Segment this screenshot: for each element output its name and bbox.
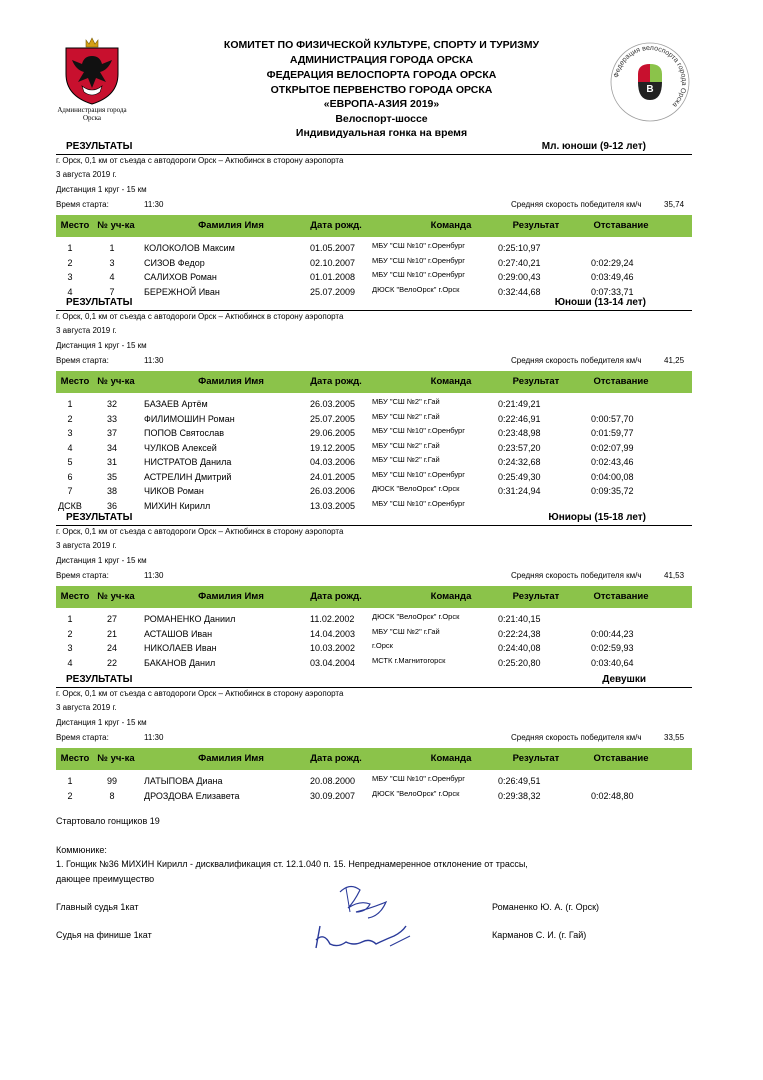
rider-name-cell: РОМАНЕНКО Даниил [144,614,236,624]
category-label: Мл. юноши (9-12 лет) [541,141,646,152]
result-cell: 0:24:40,08 [498,643,541,653]
gap-cell: 0:03:49,46 [591,272,634,282]
birth-date-cell: 30.09.2007 [310,790,356,801]
start-time-label: Время старта: [56,200,109,209]
rider-name-cell: НИКОЛАЕВ Иван [144,643,217,653]
column-header: № уч-ка [97,220,135,231]
column-header: Команда [430,220,472,231]
birth-date-cell: 14.04.2003 [310,628,356,639]
team-cell: МБУ "СШ №10" г.Оренбург [372,469,465,479]
result-cell: 0:25:20,80 [498,657,541,668]
bib-cell: 27 [106,614,117,624]
birth-date-cell: 03.04.2004 [310,657,356,668]
finish-judge-name: Карманов С. И. (г. Гай) [492,930,587,940]
bib-cell: 38 [106,486,117,496]
result-cell: 0:31:24,94 [498,486,541,496]
chief-judge-label: Главный судья 1кат [56,902,139,912]
header-line-2: АДМИНИСТРАЦИЯ ГОРОДА ОРСКА [289,54,474,66]
left-logo-caption: Администрация города Орска [57,106,127,122]
winner-speed-label: Средняя скорость победителя км/ч [511,356,642,365]
header-line-5: «ЕВРОПА-АЗИЯ 2019» [323,98,440,110]
bib-cell: 7 [109,286,115,297]
place-cell: 3 [67,643,73,653]
place-cell: ДСКВ [58,500,82,511]
birth-date-cell: 10.03.2002 [310,643,356,653]
section-rule [56,687,692,688]
chief-judge-name: Романенко Ю. А. (г. Орск) [492,902,600,912]
team-cell: МБУ "СШ №2" г.Гай [372,397,440,406]
place-cell: 3 [67,428,73,438]
team-cell: г.Орск [372,641,393,650]
rider-name-cell: БАКАНОВ Данил [144,657,216,668]
communique-line-1: 1. Гонщик №36 МИХИН Кирилл - дисквалификация ст. 12.1.040 п. 15. Непреднамеренное отклонение от трассы, [56,859,528,869]
bib-cell: 4 [109,272,115,282]
winner-speed-value: 33,55 [664,733,685,742]
place-cell: 2 [67,628,73,639]
result-cell: 0:22:24,38 [498,628,541,639]
bib-cell: 34 [106,442,117,453]
column-header: Фамилия Имя [198,376,264,387]
bib-cell: 21 [106,628,117,639]
birth-date-cell: 19.12.2005 [310,442,356,453]
birth-date-cell: 01.01.2008 [310,272,356,282]
place-cell: 4 [67,286,73,297]
winner-speed-value: 35,74 [664,200,685,209]
place-cell: 1 [67,399,73,409]
table-header [56,371,692,393]
race-date: 3 августа 2019 г. [56,703,117,712]
distance-text: Дистанция 1 круг - 15 км [56,556,147,565]
result-cell: 0:26:49,51 [498,776,541,786]
column-header: Отставание [593,753,649,764]
team-cell: МБУ "СШ №10" г.Оренбург [372,774,465,783]
riders-started: Стартовало гонщиков 19 [56,816,160,826]
column-header: № уч-ка [97,753,135,764]
start-time: 11:30 [144,200,164,209]
birth-date-cell: 24.01.2005 [310,471,356,482]
column-header: Дата рожд. [310,591,362,602]
race-date: 3 августа 2019 г. [56,170,117,179]
gap-cell: 0:00:57,70 [591,413,634,424]
distance-text: Дистанция 1 круг - 15 км [56,185,147,194]
winner-speed-label: Средняя скорость победителя км/ч [511,200,642,209]
result-cell: 0:21:49,21 [498,399,541,409]
communique-label: Коммюнике: [56,845,107,855]
rider-name-cell: БАЗАЕВ Артём [144,399,208,409]
header-race-type: Индивидуальная гонка на время [295,127,468,139]
winner-speed-value: 41,53 [664,571,685,580]
column-header: Фамилия Имя [198,753,264,764]
team-cell: МБУ "СШ №2" г.Гай [372,626,440,636]
start-time: 11:30 [144,356,164,365]
section-rule [56,310,692,311]
team-cell: МБУ "СШ №2" г.Гай [372,440,440,450]
start-time-label: Время старта: [56,356,109,365]
place-cell: 4 [67,657,73,668]
header-line-1: КОМИТЕТ ПО ФИЗИЧЕСКОЙ КУЛЬТУРЕ, СПОРТУ И ТУРИЗМУ [223,39,540,51]
birth-date-cell: 26.03.2006 [310,486,356,496]
place-cell: 2 [67,413,73,424]
bib-cell: 33 [106,413,117,424]
start-time: 11:30 [144,733,164,742]
section-rule [56,525,692,526]
category-label: Девушки [602,674,646,685]
table-header [56,586,692,608]
column-header: Результат [512,591,560,602]
team-cell: ДЮСК "ВелоОрск" г.Орск [372,612,460,621]
bib-cell: 35 [106,471,117,482]
column-header: Команда [430,753,472,764]
birth-date-cell: 13.03.2005 [310,500,356,511]
place-cell: 6 [67,471,73,482]
team-cell: МБУ "СШ №10" г.Оренбург [372,241,465,250]
header-line-4: ОТКРЫТОЕ ПЕРВЕНСТВО ГОРОДА ОРСКА [270,84,493,96]
column-header: Место [60,376,90,387]
result-cell: 0:21:40,15 [498,614,541,624]
winner-speed-label: Средняя скорость победителя км/ч [511,571,642,580]
winner-speed-label: Средняя скорость победителя км/ч [511,733,642,742]
finish-judge-label: Судья на финише 1кат [56,930,152,940]
column-header: Результат [512,220,560,231]
bib-cell: 3 [109,257,115,268]
team-cell: ДЮСК "ВелоОрск" г.Орск [372,484,460,493]
column-header: Место [60,220,90,231]
table-header [56,215,692,237]
place-cell: 2 [67,790,73,801]
results-label: РЕЗУЛЬТАТЫ [66,141,133,152]
bib-cell: 37 [106,428,117,438]
location-text: г. Орск, 0,1 км от съезда с автодороги Орск – Актюбинск в сторону аэропорта [56,527,344,536]
rider-name-cell: ДРОЗДОВА Елизавета [144,790,240,801]
column-header: Фамилия Имя [198,591,264,602]
column-header: Место [60,591,90,602]
gap-cell: 0:02:07,99 [591,442,634,453]
header-line-3: ФЕДЕРАЦИЯ ВЕЛОСПОРТА ГОРОДА ОРСКА [266,69,497,81]
place-cell: 1 [67,776,73,786]
category-label: Юноши (13-14 лет) [554,297,646,308]
team-cell: МБУ "СШ №10" г.Оренбург [372,255,465,265]
gap-cell: 0:02:29,24 [591,257,634,268]
start-time-label: Время старта: [56,571,109,580]
gap-cell: 0:02:59,93 [591,643,634,653]
rider-name-cell: ПОПОВ Святослав [144,428,225,438]
team-cell: МБУ "СШ №2" г.Гай [372,411,440,421]
rider-name-cell: ФИЛИМОШИН Роман [144,413,235,424]
team-cell: МСТК г.Магнитогорск [372,655,446,665]
location-text: г. Орск, 0,1 км от съезда с автодороги Орск – Актюбинск в сторону аэропорта [56,689,344,698]
birth-date-cell: 02.10.2007 [310,257,356,268]
bib-cell: 22 [106,657,117,668]
birth-date-cell: 01.05.2007 [310,243,356,253]
rider-name-cell: БЕРЕЖНОЙ Иван [144,286,220,297]
birth-date-cell: 29.06.2005 [310,428,356,438]
birth-date-cell: 11.02.2002 [310,614,355,624]
team-cell: МБУ "СШ №10" г.Оренбург [372,270,465,279]
column-header: Команда [430,376,472,387]
finish-judge-signature [310,918,420,958]
column-header: Отставание [593,591,649,602]
place-cell: 1 [67,243,73,253]
gap-cell: 0:03:40,64 [591,657,634,668]
result-cell: 0:29:00,43 [498,272,541,282]
gap-cell: 0:01:59,77 [591,428,634,438]
bib-cell: 8 [109,790,115,801]
rider-name-cell: КОЛОКОЛОВ Максим [144,243,235,253]
table-row [56,656,692,670]
table-row [56,789,692,803]
results-label: РЕЗУЛЬТАТЫ [66,512,133,523]
results-label: РЕЗУЛЬТАТЫ [66,297,133,308]
svg-text:В: В [646,84,654,95]
race-date: 3 августа 2019 г. [56,541,117,550]
location-text: г. Орск, 0,1 км от съезда с автодороги Орск – Актюбинск в сторону аэропорта [56,312,344,321]
bib-cell: 24 [106,643,117,653]
gap-cell: 0:04:00,08 [591,471,634,482]
place-cell: 1 [67,614,73,624]
start-time: 11:30 [144,571,164,580]
column-header: Результат [512,753,560,764]
column-header: Команда [430,591,472,602]
distance-text: Дистанция 1 круг - 15 км [56,718,147,727]
table-row [56,499,692,513]
team-cell: МБУ "СШ №10" г.Оренбург [372,498,465,508]
result-cell: 0:25:10,97 [498,243,541,253]
rider-name-cell: АСТРЕЛИН Дмитрий [144,471,232,482]
bib-cell: 36 [106,500,117,511]
result-cell: 0:32:44,68 [498,286,541,297]
birth-date-cell: 20.08.2000 [310,776,356,786]
logo-ring-text: Федерация велоспорта города Орска [613,44,688,109]
gap-cell: 0:02:48,80 [591,790,634,801]
place-cell: 7 [67,486,73,496]
birth-date-cell: 04.03.2006 [310,457,356,467]
column-header: Результат [512,376,560,387]
rider-name-cell: АСТАШОВ Иван [144,628,213,639]
rider-name-cell: ЧИКОВ Роман [144,486,204,496]
gap-cell: 0:00:44,23 [591,628,634,639]
rider-name-cell: СИЗОВ Федор [144,257,205,268]
team-cell: ДЮСК "ВелоОрск" г.Орск [372,788,460,798]
column-header: № уч-ка [97,376,135,387]
result-cell: 0:23:57,20 [498,442,541,453]
bib-cell: 99 [106,776,117,786]
birth-date-cell: 26.03.2005 [310,399,356,409]
team-cell: ДЮСК "ВелоОрск" г.Орск [372,284,460,294]
gap-cell: 0:09:35,72 [591,486,634,496]
rider-name-cell: НИСТРАТОВ Данила [144,457,232,467]
column-header: Фамилия Имя [198,220,264,231]
team-cell: МБУ "СШ №10" г.Оренбург [372,426,465,435]
gap-cell: 0:02:43,46 [591,457,634,467]
rider-name-cell: САЛИХОВ Роман [144,272,217,282]
place-cell: 3 [67,272,73,282]
column-header: Дата рожд. [310,376,362,387]
result-cell: 0:25:49,30 [498,471,541,482]
race-date: 3 августа 2019 г. [56,326,117,335]
communique-line-2: дающее преимущество [56,874,155,884]
column-header: № уч-ка [97,591,135,602]
category-label: Юниоры (15-18 лет) [548,512,646,523]
section-rule [56,154,692,155]
result-cell: 0:27:40,21 [498,257,541,268]
header-discipline: Велоспорт-шоссе [335,113,428,125]
birth-date-cell: 25.07.2009 [310,286,356,297]
result-cell: 0:23:48,98 [498,428,541,438]
rider-name-cell: МИХИН Кирилл [144,500,211,511]
gap-cell: 0:07:33,71 [591,286,634,297]
result-cell: 0:22:46,91 [498,413,541,424]
bib-cell: 32 [106,399,117,409]
column-header: Отставание [593,376,649,387]
winner-speed-value: 41,25 [664,356,685,365]
column-header: Дата рожд. [310,220,362,231]
results-label: РЕЗУЛЬТАТЫ [66,674,133,685]
bib-cell: 31 [106,457,117,467]
result-cell: 0:29:38,32 [498,790,541,801]
team-cell: МБУ "СШ №2" г.Гай [372,455,440,464]
place-cell: 4 [67,442,73,453]
column-header: Место [60,753,90,764]
rider-name-cell: ЧУЛКОВ Алексей [144,442,217,453]
table-header [56,748,692,770]
result-cell: 0:24:32,68 [498,457,541,467]
place-cell: 2 [67,257,73,268]
place-cell: 5 [67,457,73,467]
bib-cell: 1 [109,243,115,253]
location-text: г. Орск, 0,1 км от съезда с автодороги Орск – Актюбинск в сторону аэропорта [56,156,344,165]
distance-text: Дистанция 1 круг - 15 км [56,341,147,350]
column-header: Дата рожд. [310,753,362,764]
rider-name-cell: ЛАТЫПОВА Диана [144,776,223,786]
column-header: Отставание [593,220,649,231]
birth-date-cell: 25.07.2005 [310,413,356,424]
start-time-label: Время старта: [56,733,109,742]
